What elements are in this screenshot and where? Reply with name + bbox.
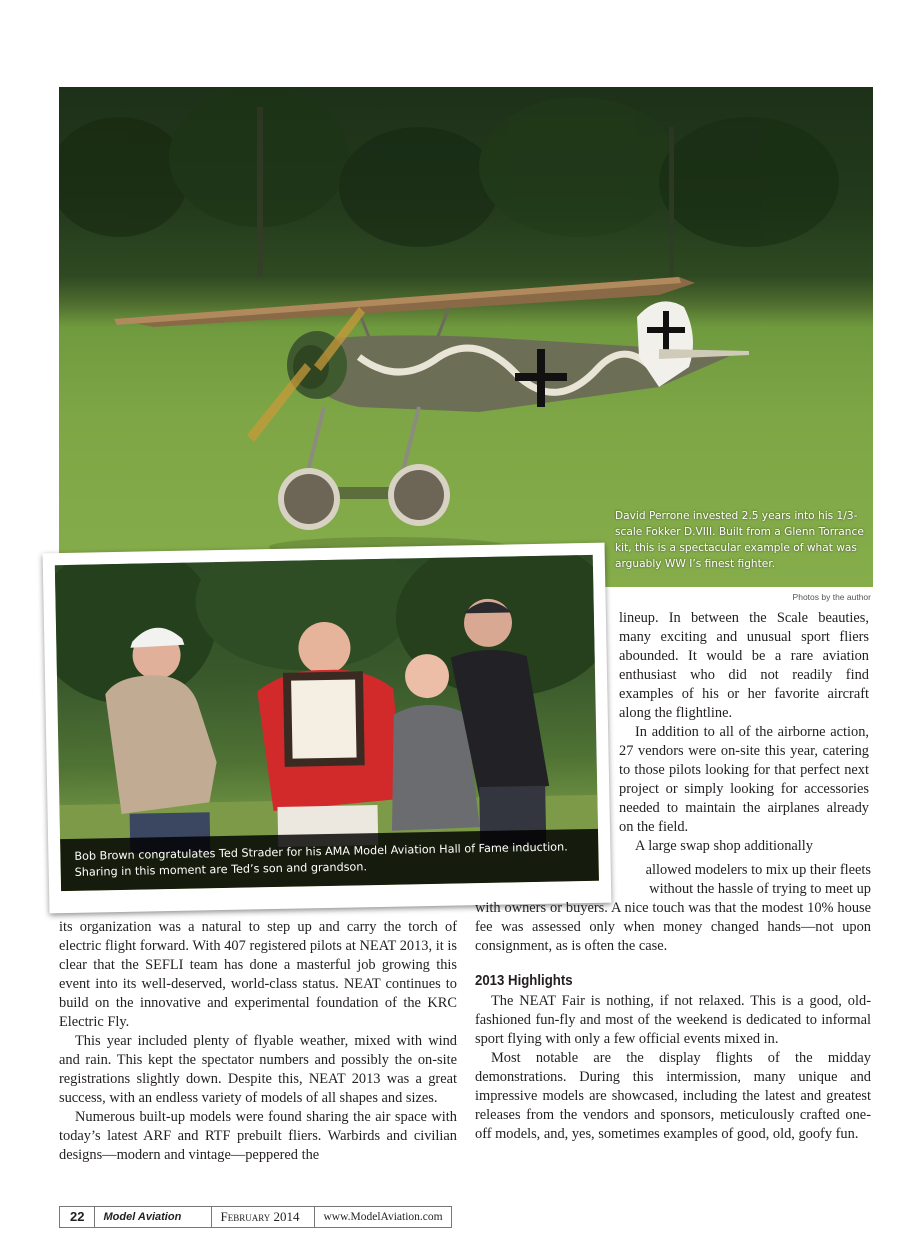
issue-date: February 2014	[212, 1207, 315, 1227]
fokker-photo	[59, 87, 873, 587]
paragraph: Most notable are the display flights of the midday demonstrations. During this intermission, many unique and impressive models are showcased, including the latest and greatest releases from the vendors and sponsors, meticulously crafted one-off models, and, yes, sometimes examples of good, old, goofy fun.	[475, 1050, 871, 1142]
right-column-upper	[619, 609, 869, 856]
top-photo-caption: David Perrone invested 2.5 years into his 1/3-scale Fokker D.VIII. Built from a Glenn Torrance kit, this is a spectacular example of what was arguably WW I’s finest fighter.	[615, 510, 864, 570]
paragraph: The NEAT Fair is nothing, if not relaxed. This is a good, old-fashioned fun-fly and most of the weekend is dedicated to informal sport flying with only a few official events mixed in.	[475, 993, 871, 1047]
website-link[interactable]: www.ModelAviation.com	[323, 1211, 443, 1223]
inset-photo-caption: Bob Brown congratulates Ted Strader for his AMA Model Aviation Hall of Fame induction. Sharing in this moment are Ted’s son and grandson.	[74, 840, 568, 879]
paragraph: A large swap shop additionally	[635, 838, 813, 854]
photo-credit: Photos by the author	[792, 592, 871, 602]
paragraph: In addition to all of the airborne action, 27 vendors were on-site this year, catering to those pilots looking for that perfect next project or simply looking for accessories needed to maintain the airplanes already on the field.	[619, 724, 869, 835]
text-line: without the hassle of trying to meet up	[649, 881, 871, 897]
paragraph: This year included plenty of flyable weather, mixed with wind and rain. This kept the spectator numbers and possibly the on-site registrations slightly down. Despite this, NEAT 2013 was a great success, with an endless variety of models of all shapes and sizes.	[59, 1033, 457, 1106]
magazine-name: Model Aviation	[95, 1207, 212, 1227]
page-footer	[59, 1206, 452, 1228]
page-number: 22	[60, 1207, 95, 1227]
paragraph: lineup. In between the Scale beauties, many exciting and unusual sport fliers abounded. It would be a rare aviation enthusiast who did not readily find examples of his or her favorite aircraft along the flightline.	[619, 610, 869, 721]
inset-photo-frame	[43, 543, 612, 914]
text-line: allowed modelers to mix up their fleets	[645, 862, 871, 878]
right-column-lower	[475, 899, 871, 1144]
hall-of-fame-photo	[55, 555, 599, 891]
paragraph: its organization was a natural to step up and carry the torch of electric flight forward. With 407 registered pilots at NEAT 2013, it is clear that the SEFLI team has done a masterful job growing this event into its well-deserved, world-class status. NEAT continues to build on the innovative and experimental foundation of the KRC Electric Fly.	[59, 919, 457, 1030]
left-column	[59, 918, 457, 1165]
paragraph: Numerous built-up models were found sharing the air space with today’s latest ARF and RTF prebuilt fliers. Warbirds and civilian designs—modern and vintage—peppered the	[59, 1109, 457, 1163]
swap-shop-lines	[475, 861, 871, 899]
paragraph: with owners or buyers. A nice touch was that the modest 10% house fee was assessed only when money changed hands—not upon consignment, as is often the case.	[475, 900, 871, 954]
section-heading: 2013 Highlights	[475, 972, 573, 989]
